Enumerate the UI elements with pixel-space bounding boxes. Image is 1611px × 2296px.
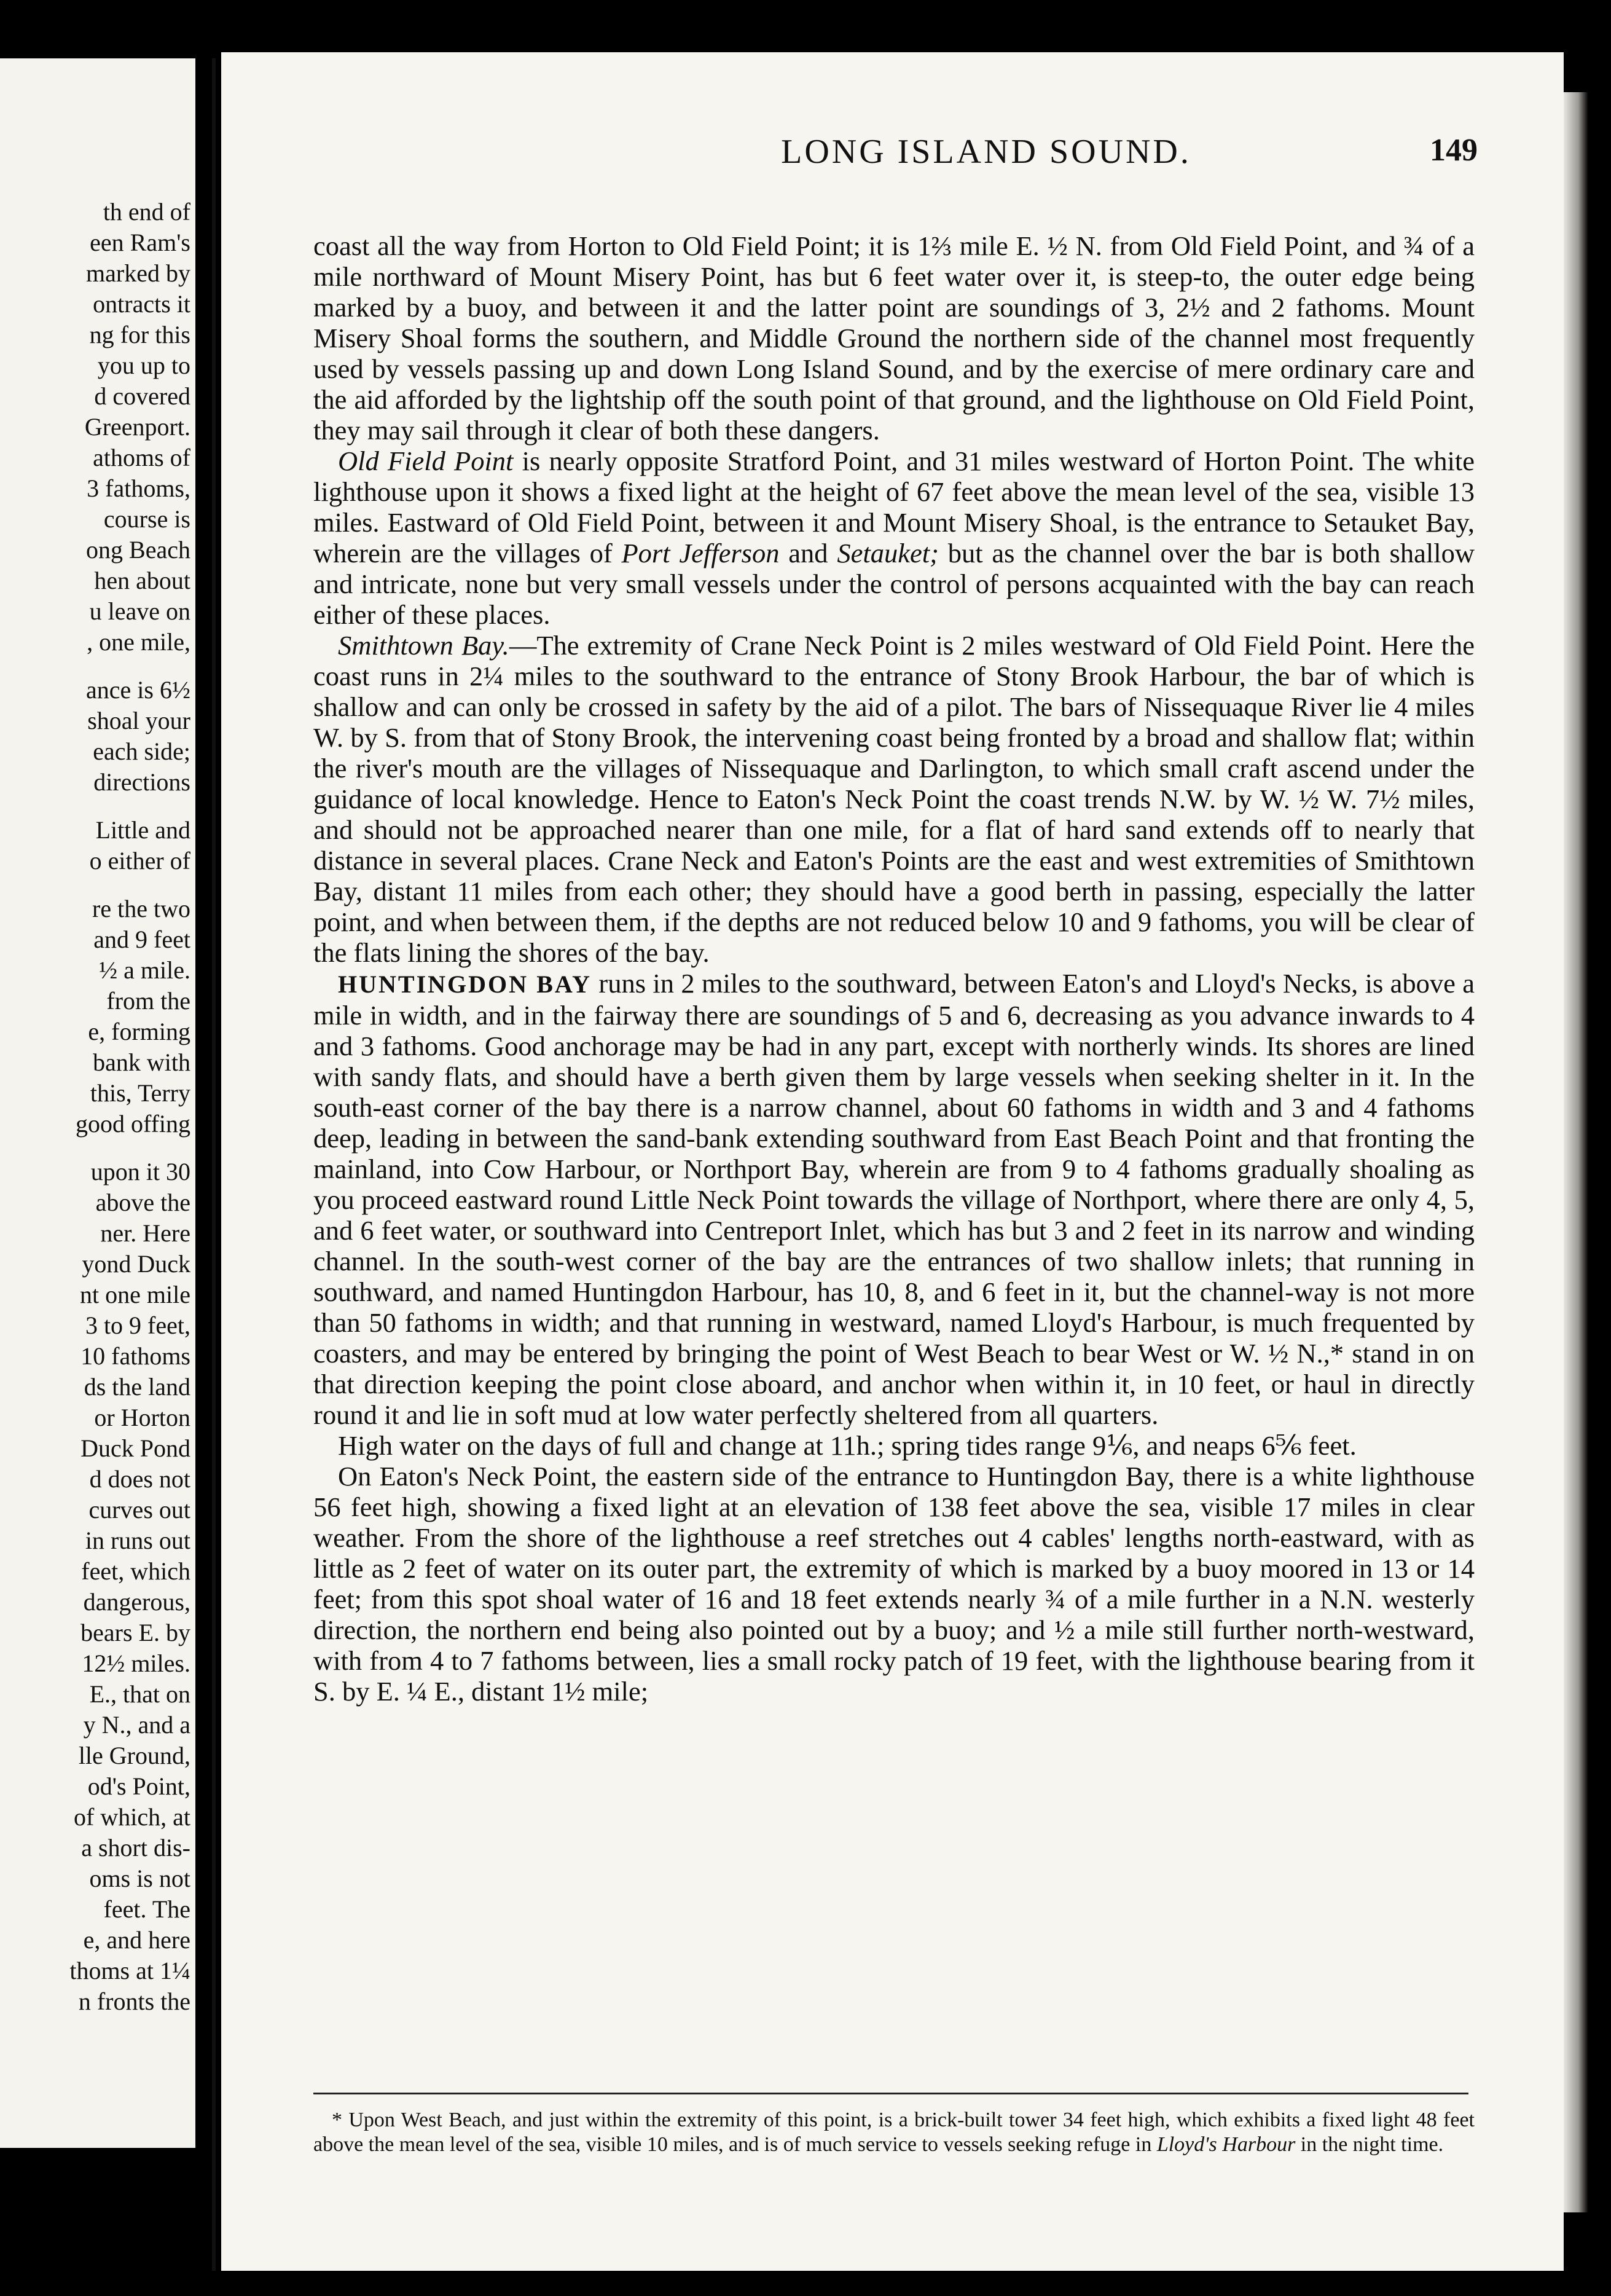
previous-page-line: or Horton: [94, 1404, 190, 1431]
previous-page-line: feet. The: [103, 1895, 190, 1923]
previous-page-line: ong Beach: [86, 536, 190, 564]
paragraph-text: but as the channel over the bar is both shallow and intricate, none but very small vessels under the control of persons acquainted with the bay can reach either of these places.: [313, 538, 1475, 630]
previous-page-gap: [6, 658, 190, 675]
previous-page-line: 10 fathoms: [80, 1342, 190, 1370]
place-name-italic: Setauket;: [837, 538, 939, 568]
previous-page-line: directions: [93, 768, 190, 796]
place-name-italic: Port Jefferson: [621, 538, 780, 568]
previous-page-line: good offing: [75, 1110, 190, 1138]
previous-page-line: y N., and a: [83, 1711, 190, 1739]
previous-page-line: ontracts it: [93, 290, 190, 318]
previous-page-line: e, and here: [83, 1926, 190, 1954]
paragraph-eatons-neck: [313, 1461, 1475, 1707]
previous-page-line: ance is 6½: [86, 676, 190, 704]
paragraph-huntingdon-bay: [313, 968, 1475, 1430]
previous-page-line: from the: [106, 987, 190, 1015]
previous-page-line: and 9 feet: [93, 926, 190, 953]
page-gutter: [212, 58, 216, 2271]
paragraph-continuation: [313, 230, 1475, 446]
previous-page-line: each side;: [93, 737, 190, 765]
previous-page-line: re the two: [92, 895, 190, 922]
page-edge-shadow: [1564, 92, 1588, 2212]
previous-page-line: in runs out: [85, 1527, 190, 1554]
previous-page-line: e, forming: [88, 1018, 190, 1045]
previous-page-line: of which, at: [74, 1803, 190, 1831]
paragraph-smithtown-bay: [313, 630, 1475, 968]
section-heading: HUNTINGDON BAY: [338, 970, 592, 998]
previous-page-line: yond Duck: [82, 1250, 190, 1278]
previous-page-line: above the: [95, 1189, 190, 1216]
paragraph-text: is nearly opposite Stratford Point, and 31 miles westward of Horton Point. The white lighthouse upon it shows a fixed light at the height of 67 feet above the mean level of the sea, visible 13 miles. Eastward of Old Field Point, between it and Mount Misery Shoal, is the entrance to Setauket Bay, wherein are the villages of: [313, 446, 1475, 568]
previous-page-line: curves out: [88, 1496, 190, 1523]
previous-page-line: oms is not: [89, 1865, 190, 1892]
previous-page-line: you up to: [97, 352, 190, 379]
paragraph-lead-italic: Old Field Point: [338, 446, 514, 476]
previous-page-line: een Ram's: [90, 229, 190, 256]
previous-page-line: bank with: [93, 1048, 190, 1076]
previous-page-line: this, Terry: [90, 1079, 190, 1107]
previous-page-edge: [0, 58, 195, 2148]
paragraph-text: runs in 2 miles to the southward, between Eaton's and Lloyd's Necks, is above a mile in width, and in the fairway there are soundings of 5 and 6, decreasing as you advance inwards to 4 and 3 fathoms. Good anchorage may be had in any part, except with northerly winds. Its shores are lined with sandy flats, and should have a berth given them by large vessels when seeking shelter in it. In the south-east corner of the bay there is a narrow channel, about 60 fathoms in width and 3 and 4 fathoms deep, leading in between the sand-bank extending southward from East Beach Point and that fronting the mainland, into Cow Harbour, or Northport Bay, wherein are from 9 to 4 fathoms gradually shoaling as you proceed eastward round Little Neck Point towards the village of Northport, where there are only 4, 5, and 6 feet water, or southward into Centreport Inlet, which has but 3 and 2 feet in its narrow and winding channel. In the south-west corner of the bay are the entrances of two shallow inlets; that running in southward, and named Huntingdon Harbour, has 10, 8, and 6 feet in it, but the channel-way is not more than 50 fathoms in width; and that running in westward, named Lloyd's Harbour, is much frequented by coasters, and may be entered by bringing the point of West Beach to bear West or W. ½ N.,* stand in on that direction keeping the point close aboard, and anchor when within it, in 10 feet, or haul in directly round it and lie in soft mud at low water perfectly sheltered from all quarters.: [313, 968, 1475, 1430]
previous-page-line: ds the land: [84, 1373, 190, 1401]
previous-page-line: 3 to 9 feet,: [85, 1311, 190, 1339]
previous-page-line: athoms of: [93, 444, 190, 471]
paragraph-text: —The extremity of Crane Neck Point is 2 miles westward of Old Field Point. Here the coast runs in 2¼ miles to the southward to the entrance of Stony Brook Harbour, the bar of which is shallow and can only be crossed in safety by the aid of a pilot. The bars of Nissequaque River lie 4 miles W. by S. from that of Stony Brook, the intervening coast being fronted by a broad and shallow flat; within the river's mouth are the villages of Nissequaque and Darlington, to which small craft ascend under the guidance of local knowledge. Hence to Eaton's Neck Point the coast trends N.W. by W. ½ W. 7½ miles, and should not be approached nearer than one mile, for a flat of hard sand extends off to nearly that distance in several places. Crane Neck and Eaton's Points are the east and west extremities of Smithtown Bay, distant 11 miles from each other; they should have a good berth in passing, especially the latter point, and when between them, if the depths are not reduced below 10 and 9 fathoms, you will be clear of the flats lining the shores of the bay.: [313, 630, 1475, 968]
previous-page-line: Greenport.: [84, 413, 190, 441]
previous-page-line: shoal your: [87, 707, 190, 734]
previous-page-line: hen about: [94, 567, 190, 594]
footnote-italic: Lloyd's Harbour: [1156, 2133, 1296, 2156]
previous-page-line: , one mile,: [87, 628, 190, 656]
previous-page-line: ner. Here: [100, 1219, 190, 1247]
previous-page-gap: [6, 798, 190, 815]
previous-page-line: course is: [103, 505, 190, 533]
main-text: [313, 230, 1475, 1707]
previous-page-text-column: [6, 197, 190, 2017]
previous-page-line: n fronts the: [78, 1987, 190, 2015]
paragraph-lead-italic: Smithtown Bay.: [338, 630, 509, 661]
previous-page-line: o either of: [89, 847, 190, 875]
previous-page-line: Duck Pond: [80, 1434, 190, 1462]
paragraph-old-field-point: [313, 446, 1475, 630]
previous-page-line: th end of: [103, 198, 190, 226]
previous-page-line: u leave on: [89, 597, 190, 625]
footnote-text: [313, 2108, 1475, 2157]
previous-page-line: thoms at 1¼: [69, 1957, 190, 1984]
paragraph-text: High water on the days of full and change at 11h.; spring tides range 9⅙, and neaps 6⅚ feet.: [338, 1430, 1357, 1461]
previous-page-line: a short dis-: [81, 1834, 190, 1862]
paragraph-text: On Eaton's Neck Point, the eastern side of the entrance to Huntingdon Bay, there is a white lighthouse 56 feet high, showing a fixed light at an elevation of 138 feet above the sea, visible 17 miles in clear weather. From the shore of the lighthouse a reef stretches out 4 cables' lengths north-eastward, with as little as 2 feet of water on its outer part, the extremity of which is marked by a buoy moored in 13 or 14 feet; from this spot shoal water of 16 and 18 feet extends nearly ¾ of a mile further in a N.N. westerly direction, the northern end being also pointed out by a buoy; and ½ a mile still further north-westward, with from 4 to 7 fathoms between, lies a small rocky patch of 19 feet, with the lighthouse bearing from it S. by E. ¼ E., distant 1½ mile;: [313, 1461, 1475, 1707]
previous-page-line: ng for this: [89, 321, 190, 348]
previous-page-gap: [6, 876, 190, 894]
previous-page-line: dangerous,: [83, 1588, 190, 1616]
previous-page-line: bears E. by: [80, 1619, 190, 1646]
previous-page-line: 12½ miles.: [82, 1649, 190, 1677]
footnote: [313, 2108, 1475, 2157]
previous-page-line: od's Point,: [87, 1772, 190, 1800]
footnote-text-part: * Upon West Beach, and just within the extremity of this point, is a brick-built tower 34 feet high, which exhibits a fixed light 48 feet above the mean level of the sea, visible 10 miles, and is of much service to vessels seeking refuge in: [313, 2109, 1475, 2156]
previous-page-gap: [6, 1139, 190, 1157]
book-page: [221, 52, 1564, 2271]
running-title: LONG ISLAND SOUND.: [781, 133, 1191, 171]
previous-page-line: marked by: [86, 259, 190, 287]
previous-page-line: d does not: [89, 1465, 190, 1493]
previous-page-line: Little and: [95, 816, 190, 844]
footnote-divider: [313, 2093, 1468, 2094]
running-header: [221, 132, 1564, 175]
paragraph-tides: [313, 1430, 1475, 1461]
previous-page-line: feet, which: [81, 1557, 190, 1585]
paragraph-text: and: [779, 538, 837, 568]
footnote-text-part: in the night time.: [1295, 2133, 1444, 2156]
previous-page-line: 3 fathoms,: [87, 474, 190, 502]
paragraph-text: coast all the way from Horton to Old Field Point; it is 1⅔ mile E. ½ N. from Old Field Point, and ¾ of a mile northward of Mount Misery Point, has but 6 feet water over it, is steep-to, the outer edge being marked by a buoy, and between it and the latter point are soundings of 3, 2½ and 2 fathoms. Mount Misery Shoal forms the southern, and Middle Ground the northern side of the channel most frequently used by vessels passing up and down Long Island Sound, and by the exercise of mere ordinary care and the aid afforded by the lightship off the south point of that ground, and the lighthouse on Old Field Point, they may sail through it clear of both these dangers.: [313, 230, 1475, 446]
previous-page-line: nt one mile: [80, 1281, 190, 1308]
page-number: 149: [1430, 133, 1478, 168]
previous-page-line: d covered: [94, 382, 190, 410]
previous-page-line: lle Ground,: [78, 1742, 190, 1769]
previous-page-line: E., that on: [89, 1680, 190, 1708]
previous-page-line: ½ a mile.: [99, 956, 190, 984]
previous-page-line: upon it 30: [90, 1158, 190, 1185]
